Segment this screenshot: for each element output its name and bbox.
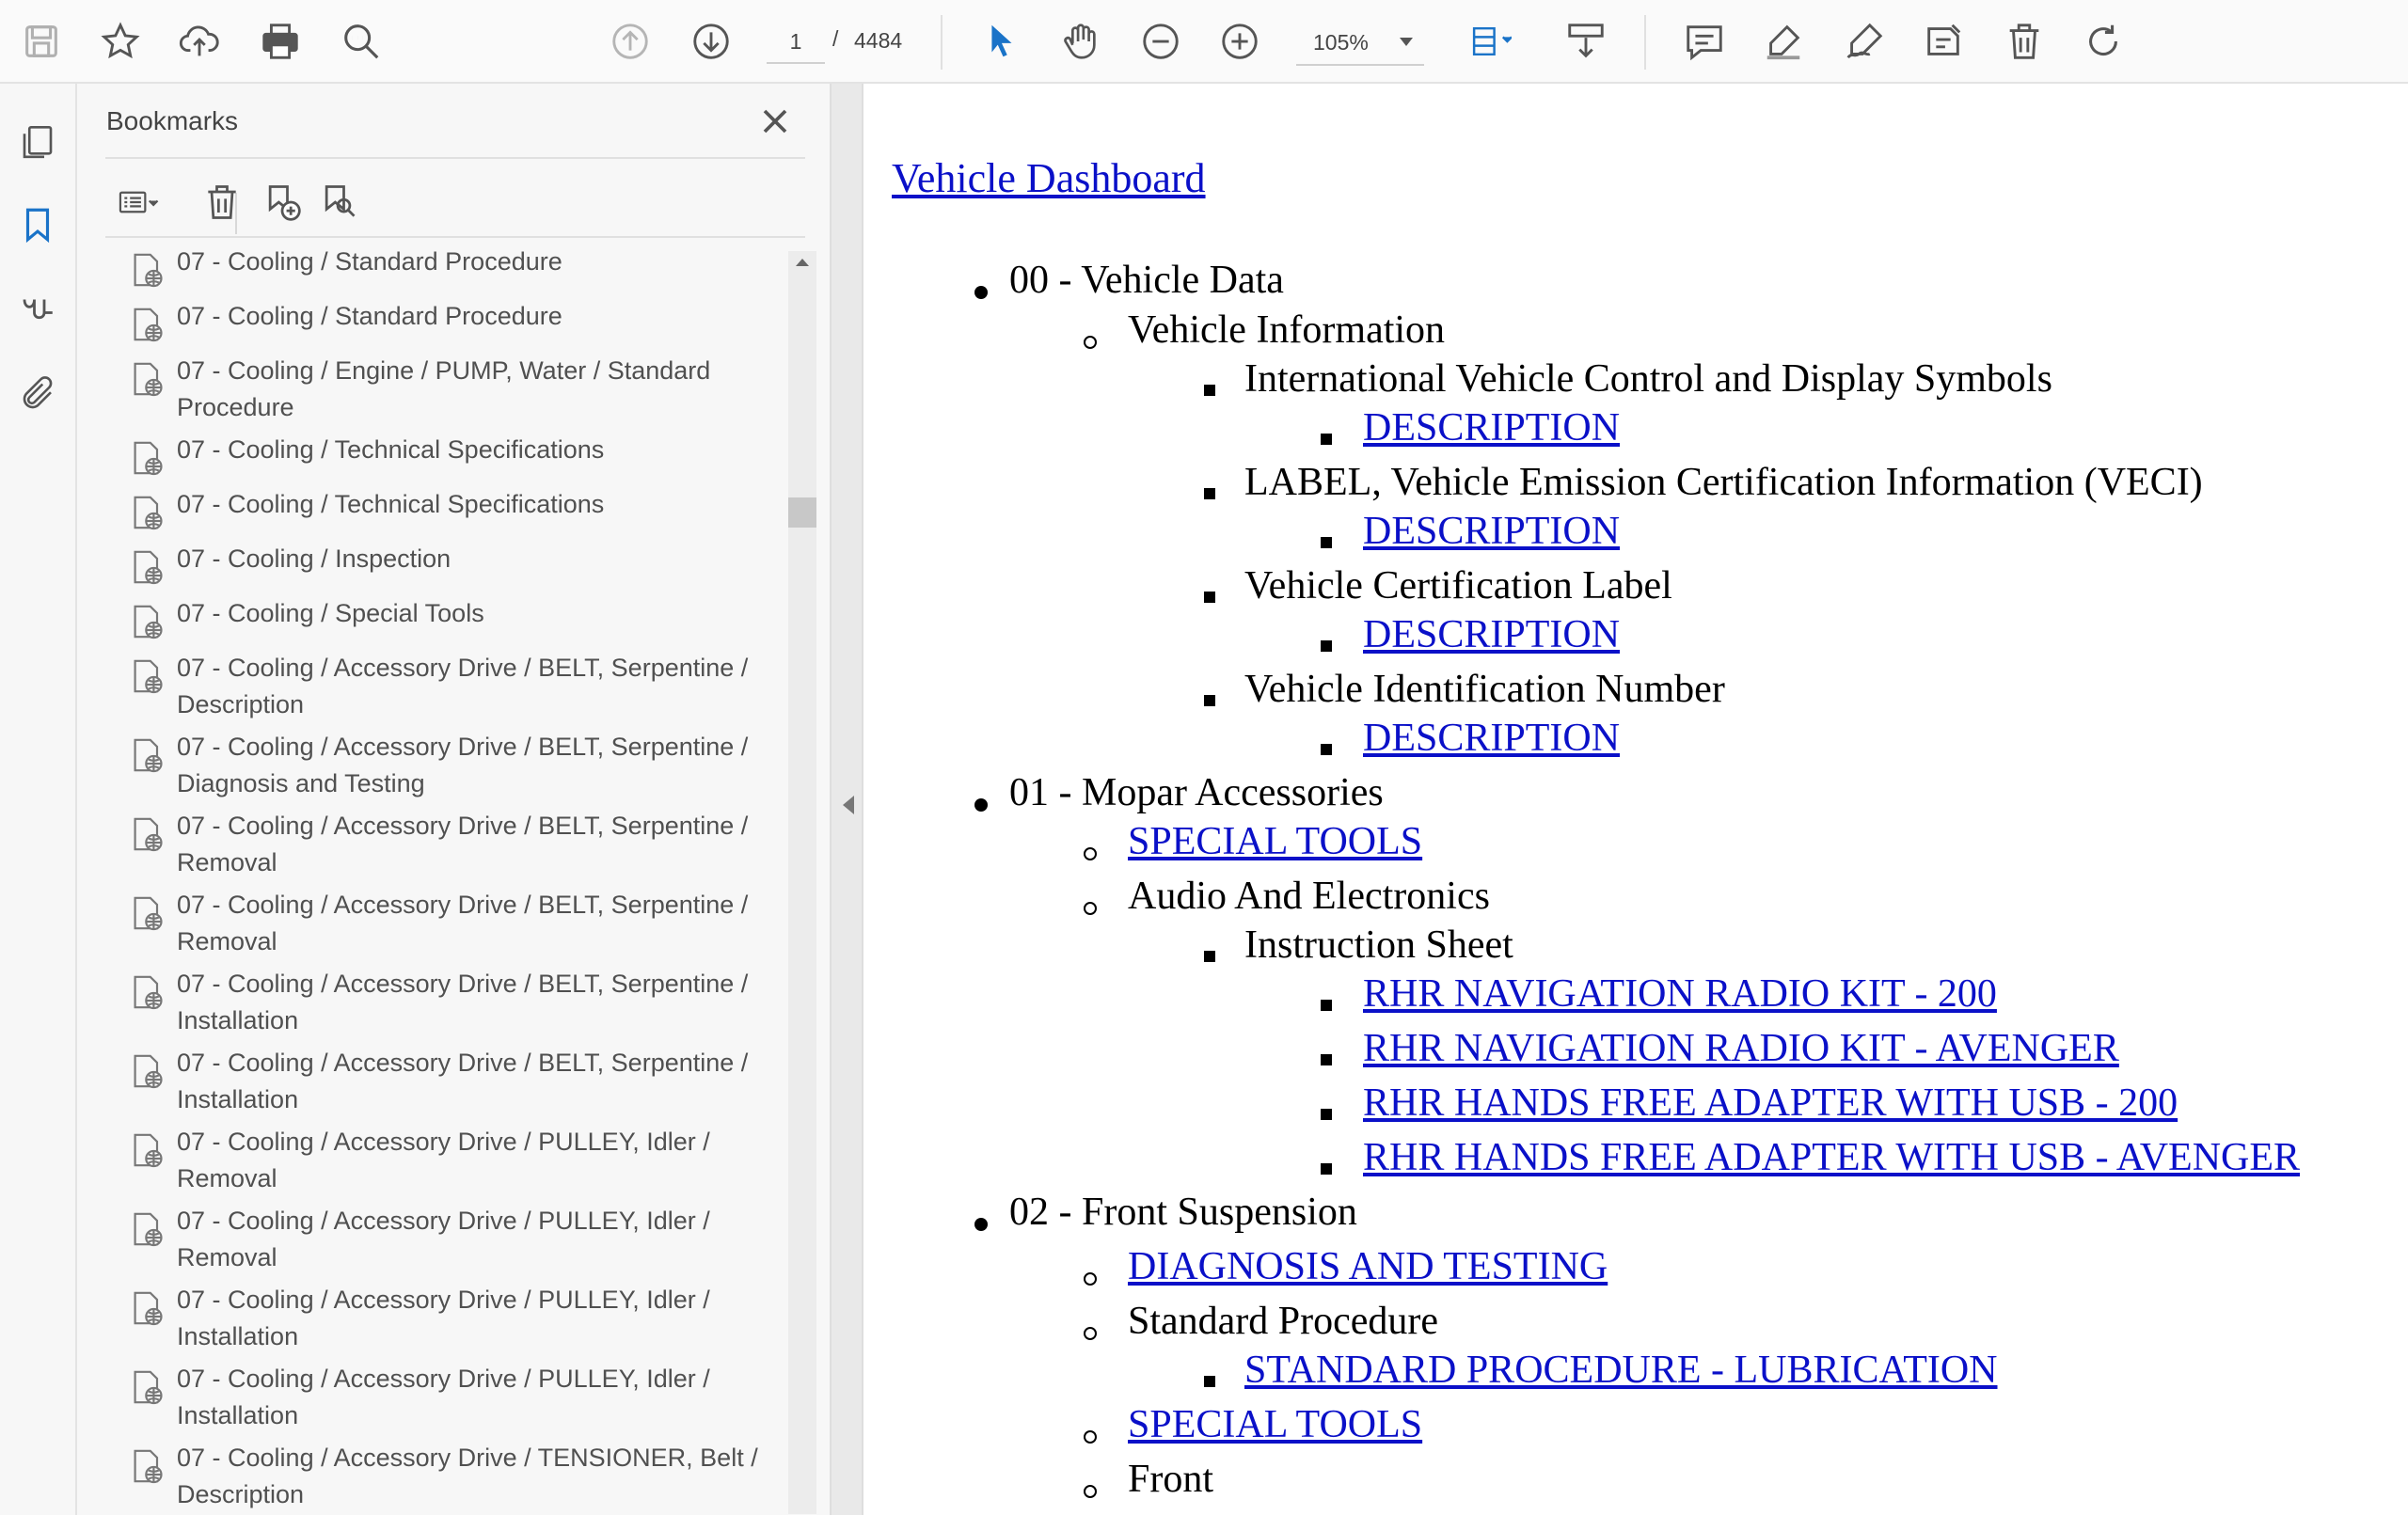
square-bullet-icon bbox=[1204, 951, 1215, 962]
delete-bookmark-icon[interactable] bbox=[196, 176, 248, 229]
outline-heading: 00 - Vehicle Data bbox=[1009, 259, 1284, 302]
cloud-upload-icon[interactable] bbox=[171, 13, 228, 70]
main-toolbar bbox=[0, 0, 2408, 84]
scrolling-mode-icon[interactable] bbox=[1558, 13, 1614, 70]
square-bullet-icon bbox=[1204, 385, 1215, 396]
bookmark-page-icon bbox=[132, 439, 166, 477]
collapse-panel-arrow-icon[interactable] bbox=[843, 796, 854, 814]
disc-bullet-icon bbox=[974, 798, 988, 812]
outline-heading: 02 - Front Suspension bbox=[1009, 1191, 1357, 1234]
square-bullet-icon bbox=[1321, 1109, 1332, 1120]
scrollbar-thumb[interactable] bbox=[788, 497, 816, 528]
bookmark-page-icon bbox=[132, 657, 166, 695]
square-bullet-icon bbox=[1321, 1054, 1332, 1065]
bookmark-page-icon bbox=[132, 306, 166, 343]
fit-page-icon[interactable] bbox=[1456, 13, 1524, 70]
comment-icon[interactable] bbox=[1676, 13, 1733, 70]
scroll-up-arrow-icon[interactable] bbox=[796, 259, 809, 266]
bookmark-page-icon bbox=[132, 1052, 166, 1090]
square-bullet-icon bbox=[1321, 1163, 1332, 1175]
panel-splitter[interactable] bbox=[830, 84, 863, 1515]
outline-link[interactable]: DESCRIPTION bbox=[1363, 510, 1621, 553]
bookmark-page-icon bbox=[132, 1210, 166, 1248]
bookmark-label: 07 - Cooling / Accessory Drive / BELT, Serpentine / Removal bbox=[177, 891, 749, 955]
outline-heading: Instruction Sheet bbox=[1244, 923, 1513, 967]
circle-bullet-icon bbox=[1084, 1272, 1097, 1286]
bookmarks-panel bbox=[77, 84, 830, 1515]
square-bullet-icon bbox=[1204, 695, 1215, 706]
bookmark-label: 07 - Cooling / Special Tools bbox=[177, 599, 484, 627]
print-icon[interactable] bbox=[252, 13, 309, 70]
bookmark-label: 07 - Cooling / Accessory Drive / PULLEY, Idler / Removal bbox=[177, 1128, 710, 1192]
square-bullet-icon bbox=[1321, 434, 1332, 445]
document-view bbox=[863, 84, 2408, 1515]
zoom-value: 105% bbox=[1313, 30, 1369, 55]
outline-link[interactable]: STANDARD PROCEDURE - LUBRICATION bbox=[1244, 1349, 1998, 1392]
circle-bullet-icon bbox=[1084, 847, 1097, 860]
zoom-dropdown[interactable] bbox=[1296, 19, 1424, 66]
bookmark-page-icon bbox=[132, 360, 166, 398]
square-bullet-icon bbox=[1204, 488, 1215, 499]
zoom-in-icon[interactable] bbox=[1212, 13, 1268, 70]
rotate-icon[interactable] bbox=[2075, 13, 2131, 70]
outline-heading: Front bbox=[1128, 1458, 1214, 1501]
outline-link[interactable]: RHR HANDS FREE ADAPTER WITH USB - AVENGER bbox=[1363, 1136, 2301, 1179]
bookmark-page-icon bbox=[132, 603, 166, 640]
outline-heading: 01 - Mopar Accessories bbox=[1009, 771, 1384, 814]
bookmark-page-icon bbox=[132, 1368, 166, 1406]
toolbar-divider bbox=[1644, 15, 1646, 70]
outline-heading: Standard Procedure bbox=[1128, 1300, 1439, 1343]
select-tool-icon[interactable] bbox=[973, 13, 1029, 70]
panel-divider bbox=[105, 157, 805, 159]
toolbar-divider bbox=[941, 15, 943, 70]
bookmark-page-icon bbox=[132, 1447, 166, 1485]
circle-bullet-icon bbox=[1084, 1485, 1097, 1498]
bookmark-label: 07 - Cooling / Accessory Drive / BELT, Serpentine / Installation bbox=[177, 970, 749, 1034]
outline-heading: Vehicle Information bbox=[1128, 308, 1446, 352]
circle-bullet-icon bbox=[1084, 1327, 1097, 1340]
close-icon[interactable] bbox=[754, 101, 796, 142]
circle-bullet-icon bbox=[1084, 902, 1097, 915]
highlight-icon[interactable] bbox=[1755, 13, 1812, 70]
zoom-out-icon[interactable] bbox=[1133, 13, 1189, 70]
save-icon[interactable] bbox=[13, 13, 70, 70]
bookmark-label: 07 - Cooling / Accessory Drive / BELT, Serpentine / Installation bbox=[177, 1049, 749, 1113]
outline-link[interactable]: DESCRIPTION bbox=[1363, 406, 1621, 450]
page-total: 4484 bbox=[854, 28, 903, 53]
bookmark-page-icon bbox=[132, 1131, 166, 1169]
outline-link[interactable]: SPECIAL TOOLS bbox=[1128, 1403, 1423, 1446]
bookmark-label: 07 - Cooling / Standard Procedure bbox=[177, 302, 562, 330]
bookmark-page-icon bbox=[132, 251, 166, 289]
find-text-icon[interactable] bbox=[333, 13, 389, 70]
bookmark-page-icon bbox=[132, 736, 166, 774]
delete-icon[interactable] bbox=[1996, 13, 2052, 70]
bookmark-label: 07 - Cooling / Inspection bbox=[177, 544, 452, 573]
disc-bullet-icon bbox=[974, 286, 988, 299]
bookmark-label: 07 - Cooling / Technical Specifications bbox=[177, 435, 605, 464]
outline-link[interactable]: RHR NAVIGATION RADIO KIT - AVENGER bbox=[1363, 1027, 2119, 1070]
outline-link[interactable]: DESCRIPTION bbox=[1363, 613, 1621, 656]
square-bullet-icon bbox=[1321, 640, 1332, 652]
new-bookmark-icon[interactable] bbox=[256, 176, 309, 229]
bookmarks-icon[interactable] bbox=[11, 198, 64, 251]
bookmark-page-icon bbox=[132, 1289, 166, 1327]
bookmark-label: 07 - Cooling / Accessory Drive / PULLEY, Idler / Installation bbox=[177, 1286, 710, 1350]
outline-link[interactable]: RHR HANDS FREE ADAPTER WITH USB - 200 bbox=[1363, 1081, 2178, 1125]
bookmark-page-icon bbox=[132, 494, 166, 531]
square-bullet-icon bbox=[1321, 744, 1332, 755]
navigation-rail bbox=[0, 84, 77, 1515]
square-bullet-icon bbox=[1204, 1376, 1215, 1387]
circle-bullet-icon bbox=[1084, 336, 1097, 349]
page-number-input[interactable] bbox=[767, 21, 825, 64]
hand-tool-icon[interactable] bbox=[1052, 13, 1108, 70]
scrollbar-track[interactable] bbox=[788, 251, 816, 1514]
find-bookmark-icon[interactable] bbox=[312, 176, 365, 229]
outline-link[interactable]: DIAGNOSIS AND TESTING bbox=[1128, 1245, 1608, 1288]
outline-link[interactable]: SPECIAL TOOLS bbox=[1128, 820, 1423, 863]
outline-heading: Vehicle Identification Number bbox=[1244, 668, 1725, 711]
disc-bullet-icon bbox=[974, 1218, 988, 1231]
square-bullet-icon bbox=[1321, 1000, 1332, 1011]
bookmark-options-icon[interactable] bbox=[105, 176, 171, 229]
square-bullet-icon bbox=[1321, 537, 1332, 548]
attachments-icon[interactable] bbox=[11, 368, 64, 420]
bookmark-label: 07 - Cooling / Accessory Drive / PULLEY, Idler / Installation bbox=[177, 1365, 710, 1429]
outline-heading: Audio And Electronics bbox=[1128, 875, 1490, 918]
bookmark-label: 07 - Cooling / Accessory Drive / BELT, Serpentine / Removal bbox=[177, 812, 749, 876]
panel-divider bbox=[105, 236, 805, 238]
bookmark-label: 07 - Cooling / Engine / PUMP, Water / Standard Procedure bbox=[177, 356, 711, 421]
document-title-link[interactable]: Vehicle Dashboard bbox=[892, 155, 1206, 201]
star-icon[interactable] bbox=[92, 13, 149, 70]
bookmark-label: 07 - Cooling / Accessory Drive / PULLEY, Idler / Removal bbox=[177, 1207, 710, 1271]
outline-heading: Vehicle Certification Label bbox=[1244, 564, 1672, 608]
square-bullet-icon bbox=[1204, 592, 1215, 603]
bookmark-page-icon bbox=[132, 815, 166, 853]
bookmark-page-icon bbox=[132, 894, 166, 932]
signature-panel-icon[interactable] bbox=[11, 283, 64, 336]
bookmark-label: 07 - Cooling / Standard Procedure bbox=[177, 247, 562, 276]
outline-link[interactable]: DESCRIPTION bbox=[1363, 717, 1621, 760]
outline-link[interactable]: RHR NAVIGATION RADIO KIT - 200 bbox=[1363, 972, 1997, 1016]
page-separator: / bbox=[832, 26, 839, 51]
outline-heading: International Vehicle Control and Display Symbols bbox=[1244, 357, 2052, 401]
bookmark-label: 07 - Cooling / Technical Specifications bbox=[177, 490, 605, 518]
bookmark-page-icon bbox=[132, 548, 166, 586]
chevron-down-icon bbox=[1400, 38, 1413, 46]
page-thumbnails-icon[interactable] bbox=[11, 116, 64, 168]
bookmark-page-icon bbox=[132, 973, 166, 1011]
next-page-icon[interactable] bbox=[683, 13, 739, 70]
bookmark-label: 07 - Cooling / Accessory Drive / BELT, Serpentine / Description bbox=[177, 654, 749, 718]
edit-text-icon[interactable] bbox=[1915, 13, 1972, 70]
circle-bullet-icon bbox=[1084, 1430, 1097, 1444]
draw-icon[interactable] bbox=[1836, 13, 1893, 70]
bookmark-list bbox=[105, 242, 790, 1515]
bookmark-scrollbar[interactable] bbox=[788, 251, 816, 1514]
bookmark-label: 07 - Cooling / Accessory Drive / TENSIONER, Belt / Description bbox=[177, 1444, 758, 1508]
outline-heading: LABEL, Vehicle Emission Certification Information (VECI) bbox=[1244, 461, 2203, 504]
panel-title: Bookmarks bbox=[106, 106, 239, 135]
bookmark-label: 07 - Cooling / Accessory Drive / BELT, Serpentine / Diagnosis and Testing bbox=[177, 733, 749, 797]
previous-page-icon[interactable] bbox=[602, 13, 658, 70]
